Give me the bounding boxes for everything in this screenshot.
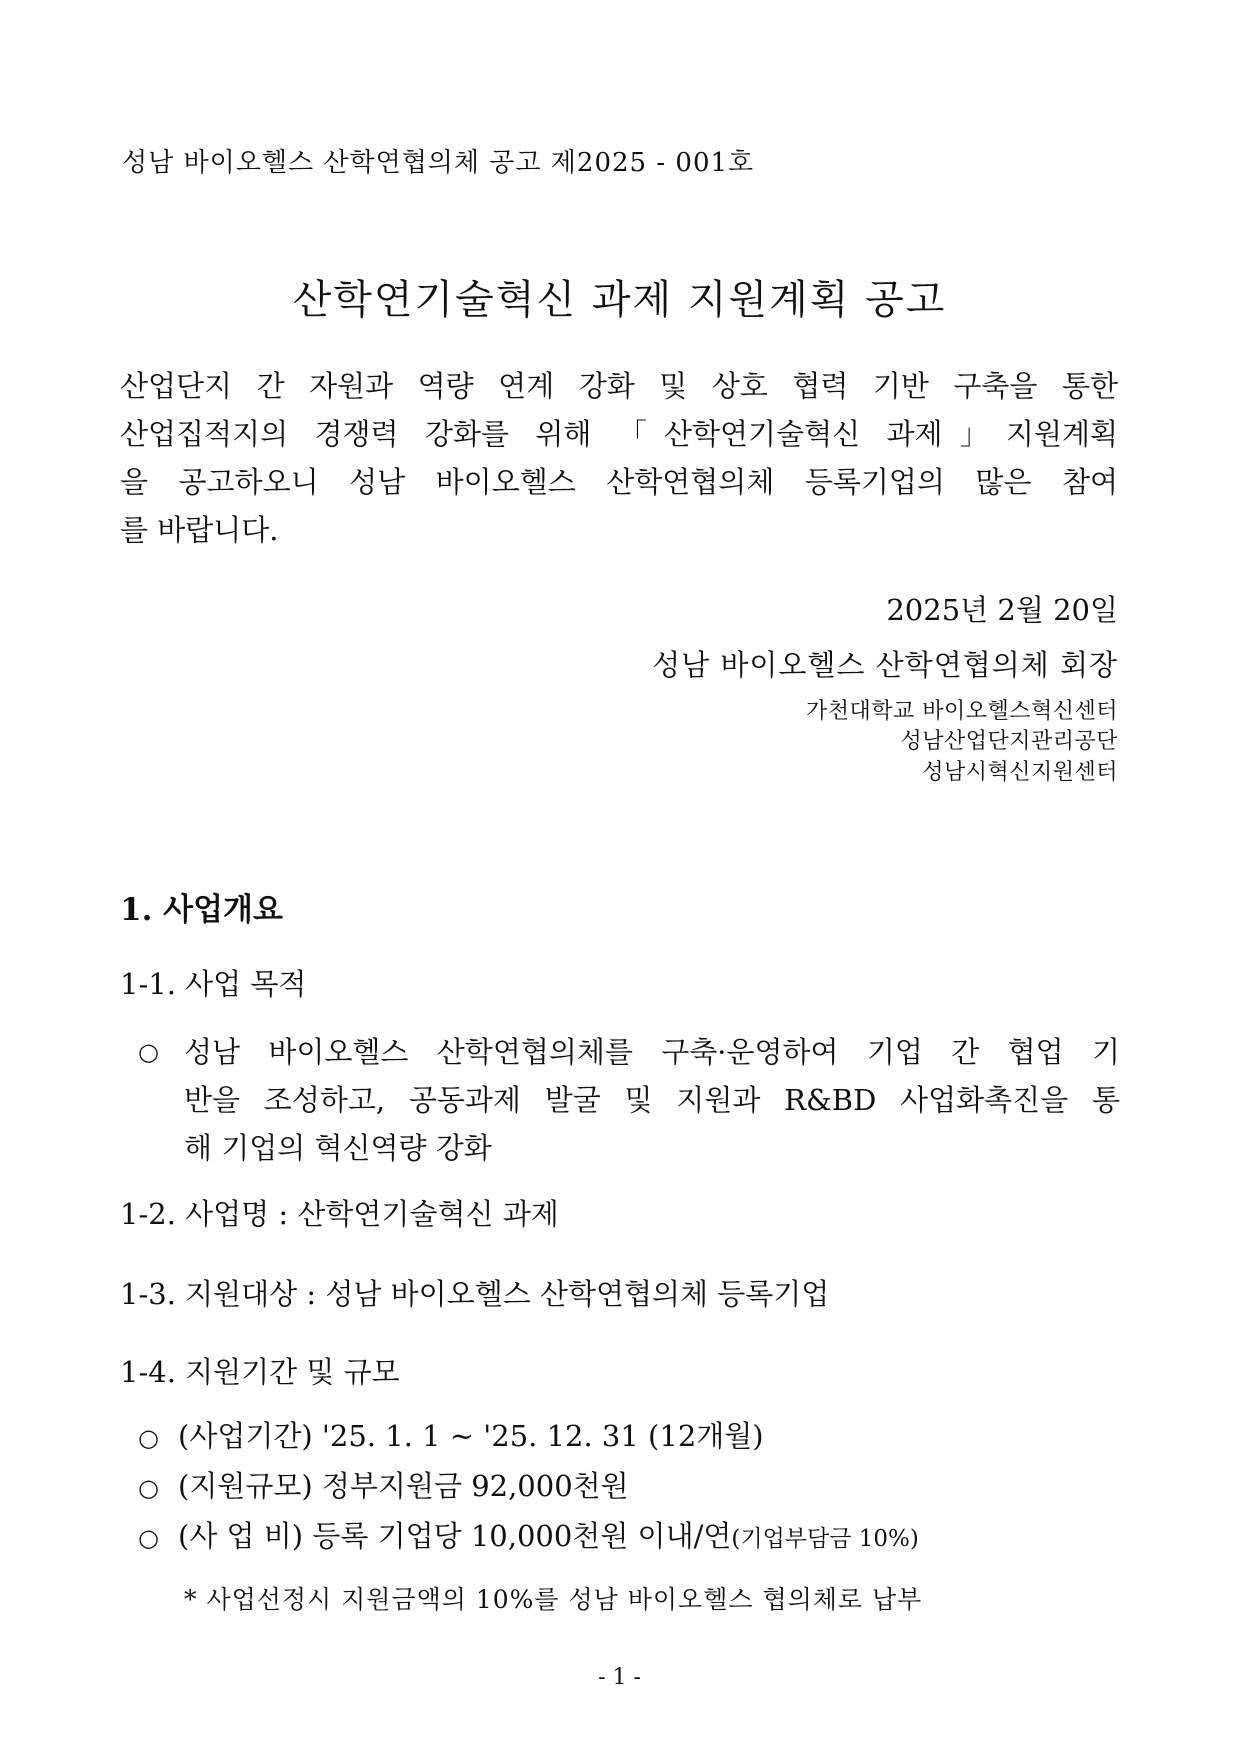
notice-number: 성남 바이오헬스 산학연협의체 공고 제2025 - 001호 [122, 148, 755, 178]
notice-date: 2025년 2월 20일 [886, 593, 1118, 627]
list-item [138, 1414, 764, 1455]
list-item [138, 1464, 629, 1505]
bullet-circle-icon: ○ [138, 1474, 159, 1502]
purpose-bullet [138, 1028, 1120, 1172]
item-text: (사 업 비) 등록 기업당 10,000천원 이내/연 [178, 1519, 732, 1553]
intro-line: 를 바랍니다. [120, 513, 279, 547]
intro-paragraph [120, 362, 1118, 554]
item-text: (사업기간) '25. 1. 1 ~ '25. 12. 31 (12개월) [178, 1419, 764, 1453]
page-title: 산학연기술혁신 과제 지원계획 공고 [292, 277, 947, 323]
purpose-line: 해 기업의 혁신역량 강화 [184, 1131, 492, 1165]
bullet-circle-icon: ○ [138, 1524, 159, 1552]
organization-name: 성남산업단지관리공단 [900, 729, 1118, 754]
item-note: (기업부담금 10%) [731, 1526, 919, 1552]
subsection-heading: 1-1. 사업 목적 [120, 967, 307, 1001]
president-signature: 성남 바이오헬스 산학연협의체 회장 [652, 648, 1118, 682]
purpose-line: 반을 조성하고, 공동과제 발굴 및 지원과 R&BD 사업화촉진을 통 [184, 1083, 1120, 1117]
page-number: - 1 - [598, 1665, 641, 1690]
purpose-line: 성남 바이오헬스 산학연협의체를 구축·운영하여 기업 간 협업 기 [184, 1035, 1120, 1069]
organization-name: 가천대학교 바이오헬스혁신센터 [805, 699, 1118, 724]
item-text: (지원규모) 정부지원금 92,000천원 [178, 1469, 629, 1503]
section-heading: 1. 사업개요 [120, 892, 283, 928]
intro-line: 산업집적지의 경쟁력 강화를 위해 「산학연기술혁신 과제」지원계획 [120, 417, 1118, 451]
list-item [138, 1514, 919, 1555]
footnote: * 사업선정시 지원금액의 10%를 성남 바이오헬스 협의체로 납부 [184, 1585, 923, 1614]
bullet-circle-icon: ○ [138, 1424, 159, 1452]
organization-name: 성남시혁신지원센터 [922, 760, 1118, 785]
subsection-heading: 1-4. 지원기간 및 규모 [120, 1355, 400, 1389]
intro-line: 산업단지 간 자원과 역량 연계 강화 및 상호 협력 기반 구축을 통한 [120, 369, 1118, 403]
project-name: 1-2. 사업명 : 산학연기술혁신 과제 [120, 1197, 559, 1231]
intro-line: 을 공고하오니 성남 바이오헬스 산학연협의체 등록기업의 많은 참여 [120, 465, 1118, 499]
support-target: 1-3. 지원대상 : 성남 바이오헬스 산학연협의체 등록기업 [120, 1277, 830, 1311]
bullet-circle-icon: ○ [138, 1038, 159, 1066]
